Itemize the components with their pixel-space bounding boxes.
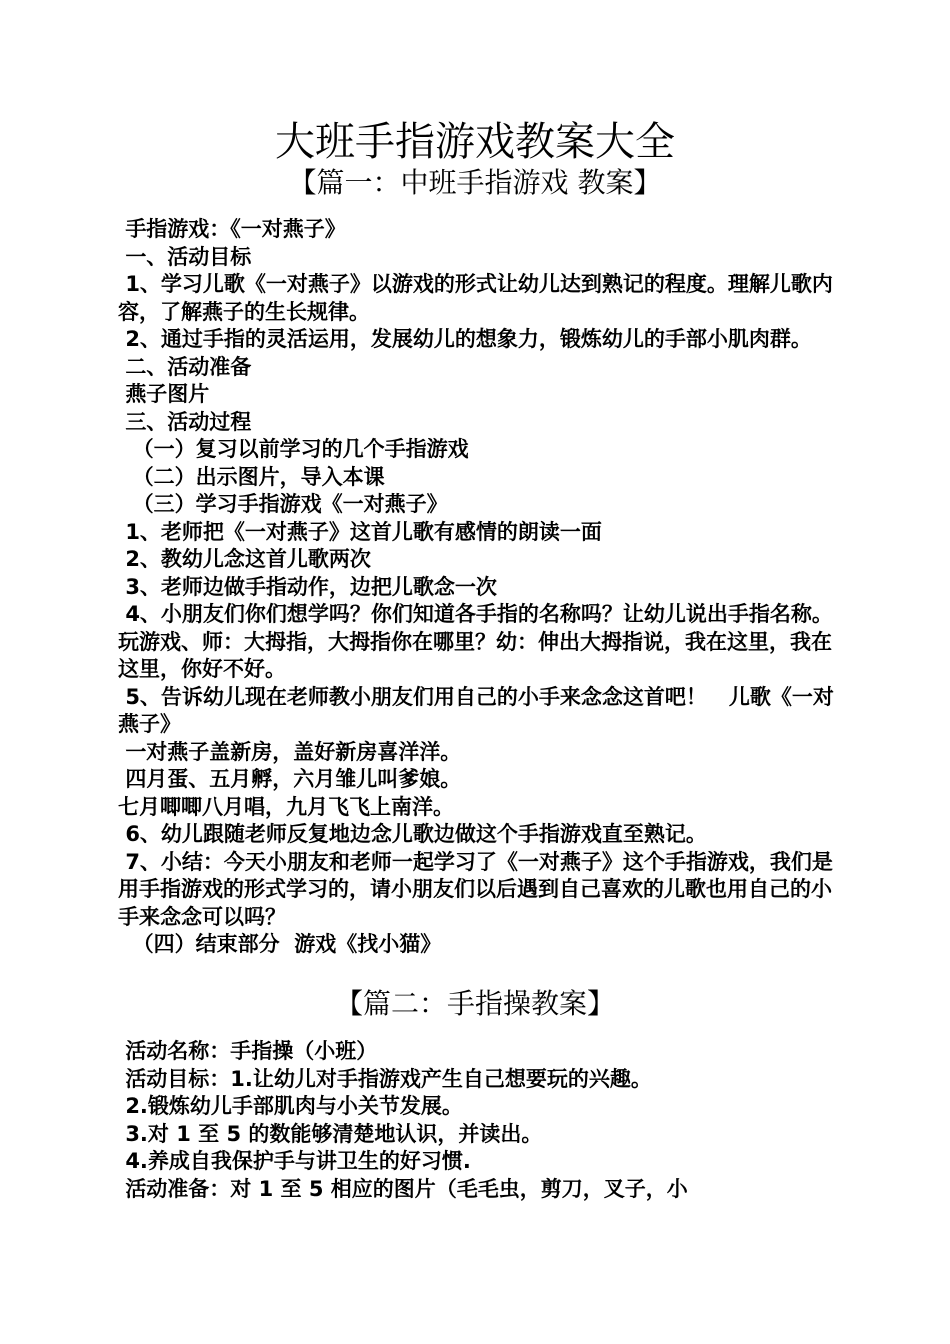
text-line: （二）出示图片，导入本课: [118, 464, 385, 489]
text-line: 燕子图片: [118, 382, 210, 406]
text-line: 二、活动准备: [118, 354, 252, 379]
text-line: 1、老师把《一对燕子》这首儿歌有感情的朗读一面: [118, 519, 602, 544]
text-line: 活动准备：对 1 至 5 相应的图片（毛毛虫，剪刀，叉子，小: [118, 1176, 688, 1201]
text-line: 5、告诉幼儿现在老师教小朋友们用自己的小手来念念这首吧！ 儿歌《一对燕子》: [118, 684, 834, 736]
text-line: 活动名称：手指操（小班）: [118, 1039, 378, 1063]
text-line: 1、学习儿歌《一对燕子》以游戏的形式让幼儿达到熟记的程度。理解儿歌内容，了解燕子的生长规律。: [118, 272, 833, 324]
text-line: 活动目标：1.让幼儿对手指游戏产生自己想要玩的兴趣。: [118, 1066, 652, 1091]
text-line: （四）结束部分 游戏《找小猫》: [118, 932, 442, 956]
text-line: 3、老师边做手指动作，边把儿歌念一次: [118, 574, 497, 599]
text-line: 3.对 1 至 5 的数能够清楚地认识，并读出。: [118, 1121, 543, 1146]
text-line: （三）学习手指游戏《一对燕子》: [118, 492, 448, 516]
text-line: 手指游戏：《一对燕子》: [118, 217, 346, 241]
section-heading-1: 【篇一：中班手指游戏 教案】: [288, 166, 662, 199]
document-title: 大班手指游戏教案大全: [275, 119, 675, 165]
text-line: （一）复习以前学习的几个手指游戏: [118, 437, 469, 461]
text-line: 7、小结：今天小朋友和老师一起学习了《一对燕子》这个手指游戏，我们是用手指游戏的形式学习的，请小朋友们以后遇到自己喜欢的儿歌也用自己的小手来念念可以吗？: [118, 849, 833, 929]
section-body-1: [118, 216, 838, 959]
text-line: 2、通过手指的灵活运用，发展幼儿的想象力，锻炼幼儿的手部小肌肉群。: [118, 327, 812, 351]
text-line: 一对燕子盖新房，盖好新房喜洋洋。: [118, 739, 462, 764]
text-line: 四月蛋、五月孵，六月雏儿叫爹娘。: [118, 767, 462, 791]
text-line: 4、小朋友们你们想学吗？你们知道各手指的名称吗？让幼儿说出手指名称。玩游戏、师：大拇指，大拇指你在哪里？幼：伸出大拇指说，我在这里，我在这里，你好不好。: [118, 602, 833, 681]
text-line: 2、教幼儿念这首儿歌两次: [118, 547, 371, 571]
text-line: 6、幼儿跟随老师反复地边念儿歌边做这个手指游戏直至熟记。: [118, 822, 707, 846]
text-line: 2.锻炼幼儿手部肌肉与小关节发展。: [118, 1094, 463, 1118]
text-line: 4.养成自我保护手与讲卫生的好习惯.: [118, 1149, 471, 1173]
text-line: 一、活动目标: [118, 244, 252, 269]
text-line: 七月唧唧八月唱，九月飞飞上南洋。: [118, 794, 454, 819]
text-line: 三、活动过程: [118, 409, 252, 434]
section-heading-2: 【篇二：手指操教案】: [334, 987, 615, 1020]
section-body-2: [118, 1038, 838, 1203]
